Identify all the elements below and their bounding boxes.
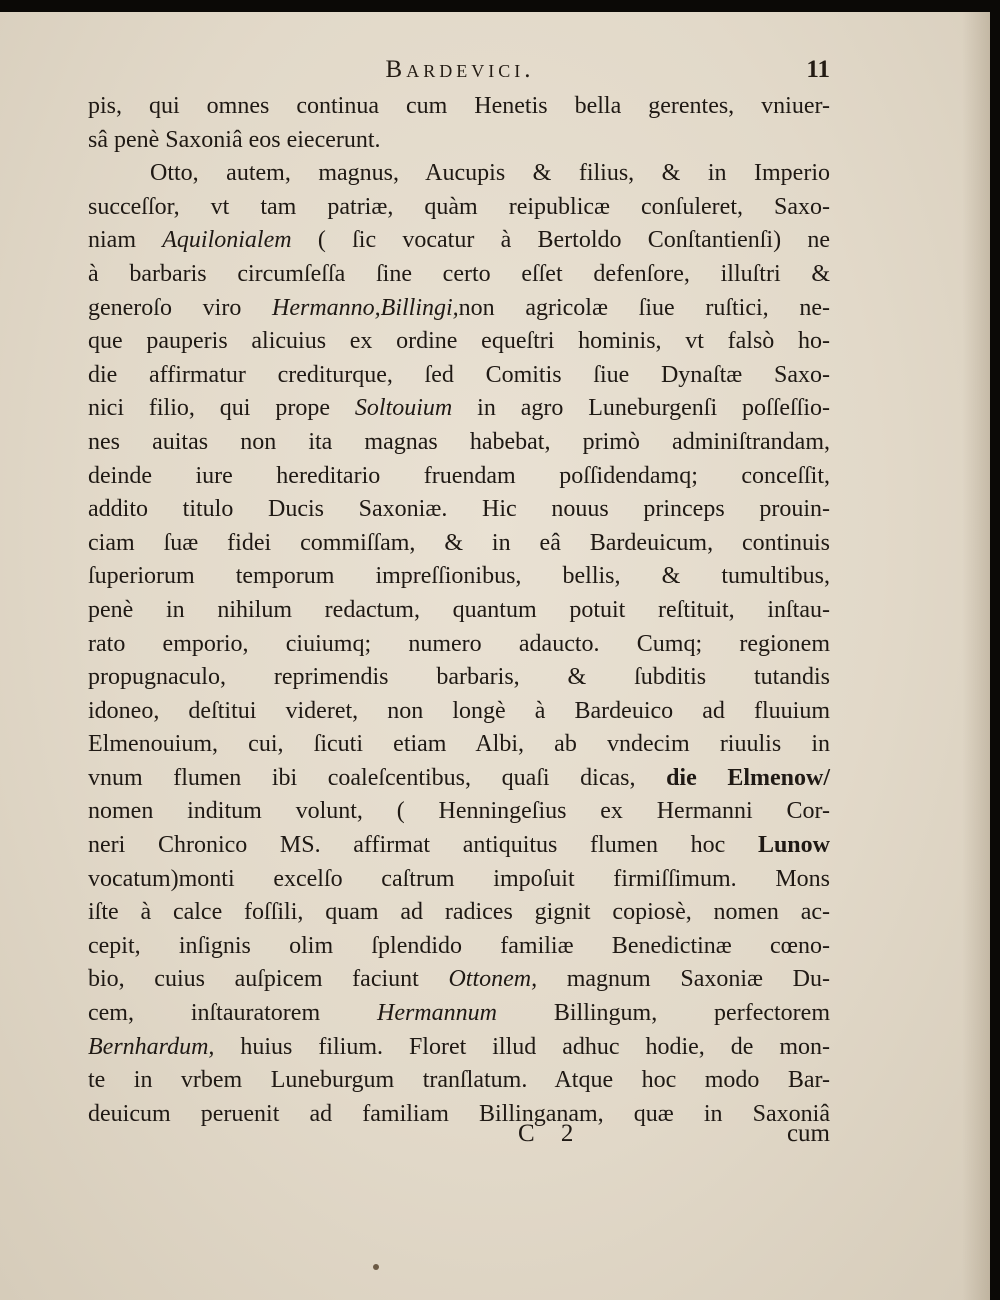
text-line xyxy=(88,359,830,393)
text-run: sâ penè Saxoniâ eos eiecerunt. xyxy=(88,126,381,153)
text-line xyxy=(88,325,830,359)
text-line xyxy=(88,661,830,695)
text-line xyxy=(88,191,830,225)
text-line xyxy=(88,124,830,158)
text-run: vocatum)monti excelſo caſtrum impoſuit firmiſſimum. Mons xyxy=(88,865,830,892)
text-run: die affirmatur crediturque, ſed Comitis ſiue Dynaſtæ Saxo- xyxy=(88,361,830,388)
italic-name: Bernhardum, xyxy=(88,1033,215,1060)
text-line xyxy=(88,157,830,191)
text-run: à barbaris circumſeſſa ſine certo eſſet defenſore, illuſtri & xyxy=(88,260,830,287)
text-line xyxy=(88,728,830,762)
catchword: cum xyxy=(786,1120,830,1147)
text-run: te in vrbem Luneburgum tranſlatum. Atque hoc modo Bar- xyxy=(88,1067,830,1094)
text-run: cem, inſtauratorem xyxy=(88,1000,377,1027)
text-run: idoneo, deſtitui videret, non longè à Bardeuico ad fluuium xyxy=(88,697,830,724)
text-run: niam xyxy=(88,227,163,254)
text-run: nici filio, qui prope xyxy=(88,395,355,422)
text-run: Billingum, perfectorem xyxy=(496,1000,830,1027)
text-run: huius filium. Floret illud adhuc hodie, de mon- xyxy=(214,1033,830,1060)
text-run: neri Chronico MS. affirmat antiquitus flumen hoc xyxy=(88,832,758,859)
text-run: deuicum peruenit ad familiam Billinganam, quæ in Saxoniâ xyxy=(88,1100,830,1127)
text-run: iſte à calce foſſili, quam ad radices gignit copiosè, nomen ac- xyxy=(88,899,830,926)
text-run: que pauperis alicuius ex ordine equeſtri hominis, vt falsò ho- xyxy=(88,328,830,355)
text-line xyxy=(88,628,830,662)
blackletter-word: die Elmenow/ xyxy=(666,764,830,791)
page-footer xyxy=(88,1120,830,1154)
text-run: Otto, autem, magnus, Aucupis & filius, & in Imperio xyxy=(150,160,830,187)
text-run: penè in nihilum redactum, quantum potuit reſtituit, inſtau- xyxy=(88,596,830,623)
text-run: generoſo viro xyxy=(88,294,272,321)
italic-name: Hermannum xyxy=(376,1000,497,1027)
text-line xyxy=(88,493,830,527)
italic-name: Hermanno,Billingi, xyxy=(272,294,459,321)
text-line xyxy=(88,392,830,426)
blackletter-word: Lunow xyxy=(757,832,830,859)
running-title: Bardevici. xyxy=(385,56,535,83)
paper-speck xyxy=(373,1264,379,1270)
text-run: magnum Saxoniæ Du- xyxy=(537,966,830,993)
text-run: in agro Luneburgenſi poſſeſſio- xyxy=(452,395,831,422)
running-head xyxy=(90,56,830,90)
text-line xyxy=(88,224,830,258)
text-run: deinde iure hereditario fruendam poſſidendamq; conceſſit, xyxy=(88,462,830,489)
text-line xyxy=(88,997,830,1031)
text-run: vnum flumen ibi coaleſcentibus, quaſi dicas, xyxy=(88,764,667,791)
text-run: cepit, inſignis olim ſplendido familiæ Benedictinæ cœno- xyxy=(88,932,830,959)
text-line xyxy=(88,560,830,594)
italic-name: Soltouium xyxy=(354,395,453,422)
text-line xyxy=(88,762,830,796)
text-line xyxy=(88,426,830,460)
text-run: non agricolæ ſiue ruſtici, ne- xyxy=(458,294,830,321)
text-line xyxy=(88,930,830,964)
text-run: rato emporio, ciuiumq; numero adaucto. Cumq; regionem xyxy=(88,630,830,657)
text-line xyxy=(88,896,830,930)
text-run: succeſſor, vt tam patriæ, quàm reipublicæ conſuleret, Saxo- xyxy=(88,193,830,220)
text-line xyxy=(88,594,830,628)
text-line xyxy=(88,1031,830,1065)
text-run: nes auitas non ita magnas habebat, primò adminiſtrandam, xyxy=(88,428,830,455)
text-line xyxy=(88,460,830,494)
text-line xyxy=(88,258,830,292)
text-line xyxy=(88,695,830,729)
book-page xyxy=(0,12,990,1300)
text-line xyxy=(88,963,830,997)
text-line xyxy=(88,863,830,897)
italic-name: Aquilonialem xyxy=(162,227,292,254)
text-run: Elmenouium, cui, ſicuti etiam Albi, ab vndecim riuulis in xyxy=(88,731,830,758)
text-run: ciam ſuæ fidei commiſſam, & in eâ Bardeuicum, continuis xyxy=(88,529,830,556)
text-line xyxy=(88,527,830,561)
text-run: ſuperiorum temporum impreſſionibus, bellis, & tumultibus, xyxy=(88,563,830,590)
text-line xyxy=(88,829,830,863)
page-number: 11 xyxy=(806,56,830,83)
text-run: ( ſic vocatur à Bertoldo Conſtantienſi) ne xyxy=(291,227,830,254)
text-line xyxy=(88,90,830,124)
text-run: propugnaculo, reprimendis barbaris, & ſubditis tutandis xyxy=(88,664,830,691)
italic-name: Ottonem, xyxy=(448,966,538,993)
text-run: bio, cuius auſpicem faciunt xyxy=(88,966,449,993)
body-text xyxy=(88,90,830,1131)
signature-mark: C 2 xyxy=(518,1120,584,1147)
text-line xyxy=(88,795,830,829)
text-line xyxy=(88,1064,830,1098)
text-line xyxy=(88,292,830,326)
text-run: pis, qui omnes continua cum Henetis bella gerentes, vniuer- xyxy=(88,93,830,119)
text-run: addito titulo Ducis Saxoniæ. Hic nouus princeps prouin- xyxy=(88,496,830,523)
text-run: nomen inditum volunt, ( Henningeſius ex Hermanni Cor- xyxy=(88,798,830,825)
